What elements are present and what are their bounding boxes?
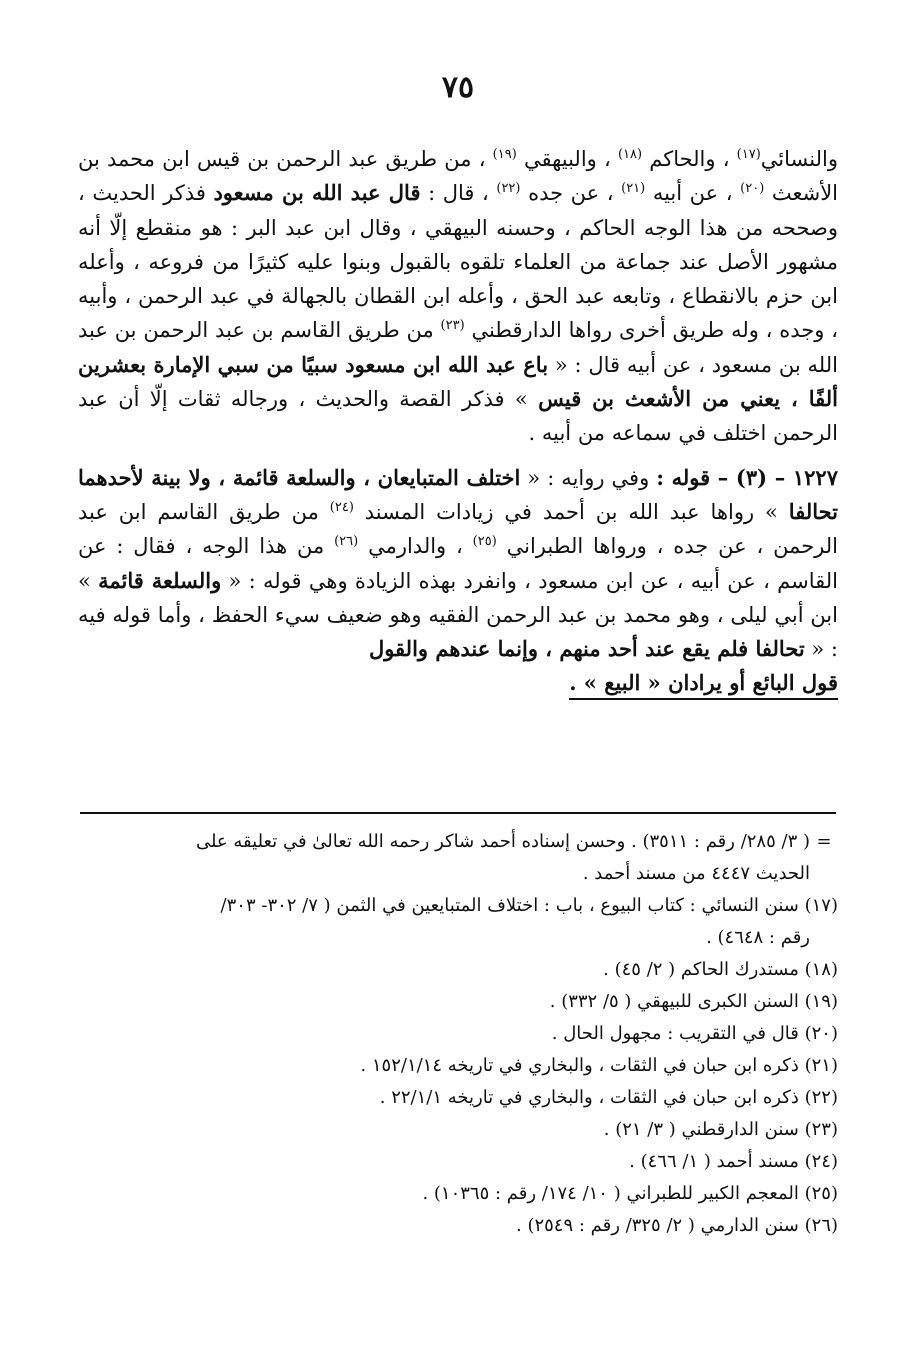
continuation-marker: = [816, 831, 832, 852]
footnote-line: (٢٢) ذكره ابن حبان في الثقات ، والبخاري في تاريخه ٢٢/١/١ . [379, 1087, 838, 1108]
text-run: من طريق القاسم ابن عبد الرحمن ، عن جده ، ورواها الطبراني [78, 499, 838, 559]
bold-quote: باع عبد الله ابن مسعود سبيًا من سبي الإمارة بعشرين ألفًا ، يعني من الأشعث بن قيس [78, 351, 838, 412]
footnote-reference: (٢٦) [334, 534, 359, 550]
footnote-reference: (٢٢) [496, 181, 521, 197]
text-run: ، والبيهقي [516, 147, 618, 171]
footnote-item [78, 986, 838, 1018]
footnote-line: الحديث ٤٤٤٧ من مسند أحمد . [582, 863, 810, 884]
commentary-paragraph [78, 142, 838, 451]
footnote-reference: (٢٣) [440, 318, 465, 334]
bold-quote: اختلف المتبايعان ، والسلعة قائمة ، ولا بينة لأحدهما تحالفا [78, 464, 839, 524]
bold-quote: والسلعة قائمة [98, 567, 222, 593]
hadith-last-line: قول البائع أو يرادان « البيع » . [569, 670, 838, 700]
footnote-line: (٢١) ذكره ابن حبان في الثقات ، والبخاري في تاريخه ١٥٢/١/١٤ . [360, 1055, 838, 1076]
main-text [78, 142, 838, 701]
text-run: » رواها عبد الله بن أحمد في زيادات المسند [353, 499, 789, 524]
text-run: ، عن أبيه [645, 181, 741, 206]
text-run: ، من طريق عبد الرحمن بن قيس ابن محمد بن الأشعث [78, 147, 839, 206]
hadith-heading: ١٢٢٧ – (٣) – قوله : [656, 464, 838, 490]
hadith-paragraph [78, 461, 838, 701]
footnote-item [78, 1050, 838, 1082]
footnote-line: (١٧) سنن النسائي : كتاب البيوع ، باب : اختلاف المتبايعين في الثمن ( ٧/ ٣٠٢- ٣٠٣/ [220, 895, 838, 916]
footnote-continued [78, 826, 838, 890]
footnote-reference: (٢٥) [472, 534, 497, 550]
footnote-item [78, 1018, 838, 1050]
footnote-line: (١٨) مستدرك الحاكم ( ٢/ ٤٥) . [603, 959, 838, 980]
footnotes [78, 826, 838, 1242]
footnote-item [78, 1178, 838, 1210]
footnote-item [78, 890, 838, 954]
footnote-reference: (٢٤) [329, 499, 354, 515]
text-run: فذكر الحديث ، وصححه من هذا الوجه الحاكم ، وحسنه البيهقي ، وقال ابن عبد البر : هو منقطع إلّا أنه مشهور الأصل عند جماعة من العلماء تلقوه بالقبول وبنوا عليه كثيرًا من فروعه ، وأعله ابن حزم بالانقطاع ، وتابعه عبد الحق ، وأعله ابن القطان بالجهالة في عبد الرحمن ، وأبيه ، وجده ، وله طريق أخرى رواها الدارقطني [78, 181, 838, 343]
bold-quote: قال عبد الله بن مسعود [213, 180, 421, 206]
text-run: ، والحاكم [642, 147, 737, 171]
footnote-reference: (٢٠) [740, 181, 765, 197]
footnote-item [78, 1210, 838, 1242]
footnote-separator [80, 812, 836, 814]
footnote-item [78, 1114, 838, 1146]
footnote-reference: (١٧) [736, 147, 761, 162]
footnote-line: (١٩) السنن الكبرى للبيهقي ( ٥/ ٣٣٢) . [549, 991, 838, 1012]
footnote-reference: (١٩) [492, 147, 517, 162]
footnote-item [78, 954, 838, 986]
footnote-line: (٢٤) مسند أحمد ( ١/ ٤٦٦) . [629, 1151, 838, 1172]
footnote-reference: (٢١) [621, 181, 646, 197]
footnote-line: ( ٣/ ٢٨٥/ رقم : ٣٥١١) . وحسن إسناده أحمد شاكر رحمه الله تعالىٰ في تعليقه على [195, 831, 810, 852]
footnote-line: (٢٦) سنن الدارمي ( ٢/ ٣٢٥/ رقم : ٢٥٤٩) . [516, 1215, 838, 1236]
text-run: وفي روايه : « [520, 465, 657, 490]
footnote-line: (٢٠) قال في التقريب : مجهول الحال . [551, 1023, 838, 1044]
hadith-body [78, 466, 838, 661]
footnote-line: (٢٥) المعجم الكبير للطبراني ( ١٠/ ١٧٤/ رقم : ١٠٣٦٥) . [422, 1183, 838, 1204]
text-run: والنسائي [760, 147, 838, 171]
text-run: ، قال : [420, 181, 497, 206]
footnote-reference: (١٨) [617, 147, 643, 162]
text-run: ، عن جده [520, 181, 622, 206]
footnote-item [78, 1082, 838, 1114]
text-run: ، والدارمي [358, 534, 473, 559]
footnote-line: (٢٣) سنن الدارقطني ( ٣/ ٢١) . [603, 1119, 838, 1140]
text-run: من طريق القاسم بن عبد الرحمن بن عبد الله بن مسعود ، عن أبيه قال : « [78, 318, 838, 377]
text-run: » فذكر القصة والحديث ، ورجاله ثقات إلّا أن عبد الرحمن اختلف في سماعه من أبيه . [78, 387, 838, 446]
text-run: » ابن أبي ليلى ، وهو محمد بن عبد الرحمن الفقيه وهو ضعيف سيء الحفظ ، وأما قوله فيه : « [78, 568, 838, 662]
bold-quote: تحالفا فلم يقع عند أحد منهم ، وإنما عندهم والقول [368, 636, 805, 662]
footnote-line: رقم : ٤٦٤٨) . [706, 927, 810, 948]
page-number: ٧٥ [441, 70, 475, 105]
text-run: من هذا الوجه ، فقال : عن القاسم ، عن أبيه ، عن ابن مسعود ، وانفرد بهذه الزيادة وهي قوله : « [78, 534, 838, 593]
footnote-item [78, 1146, 838, 1178]
footnote-list [78, 890, 838, 1242]
